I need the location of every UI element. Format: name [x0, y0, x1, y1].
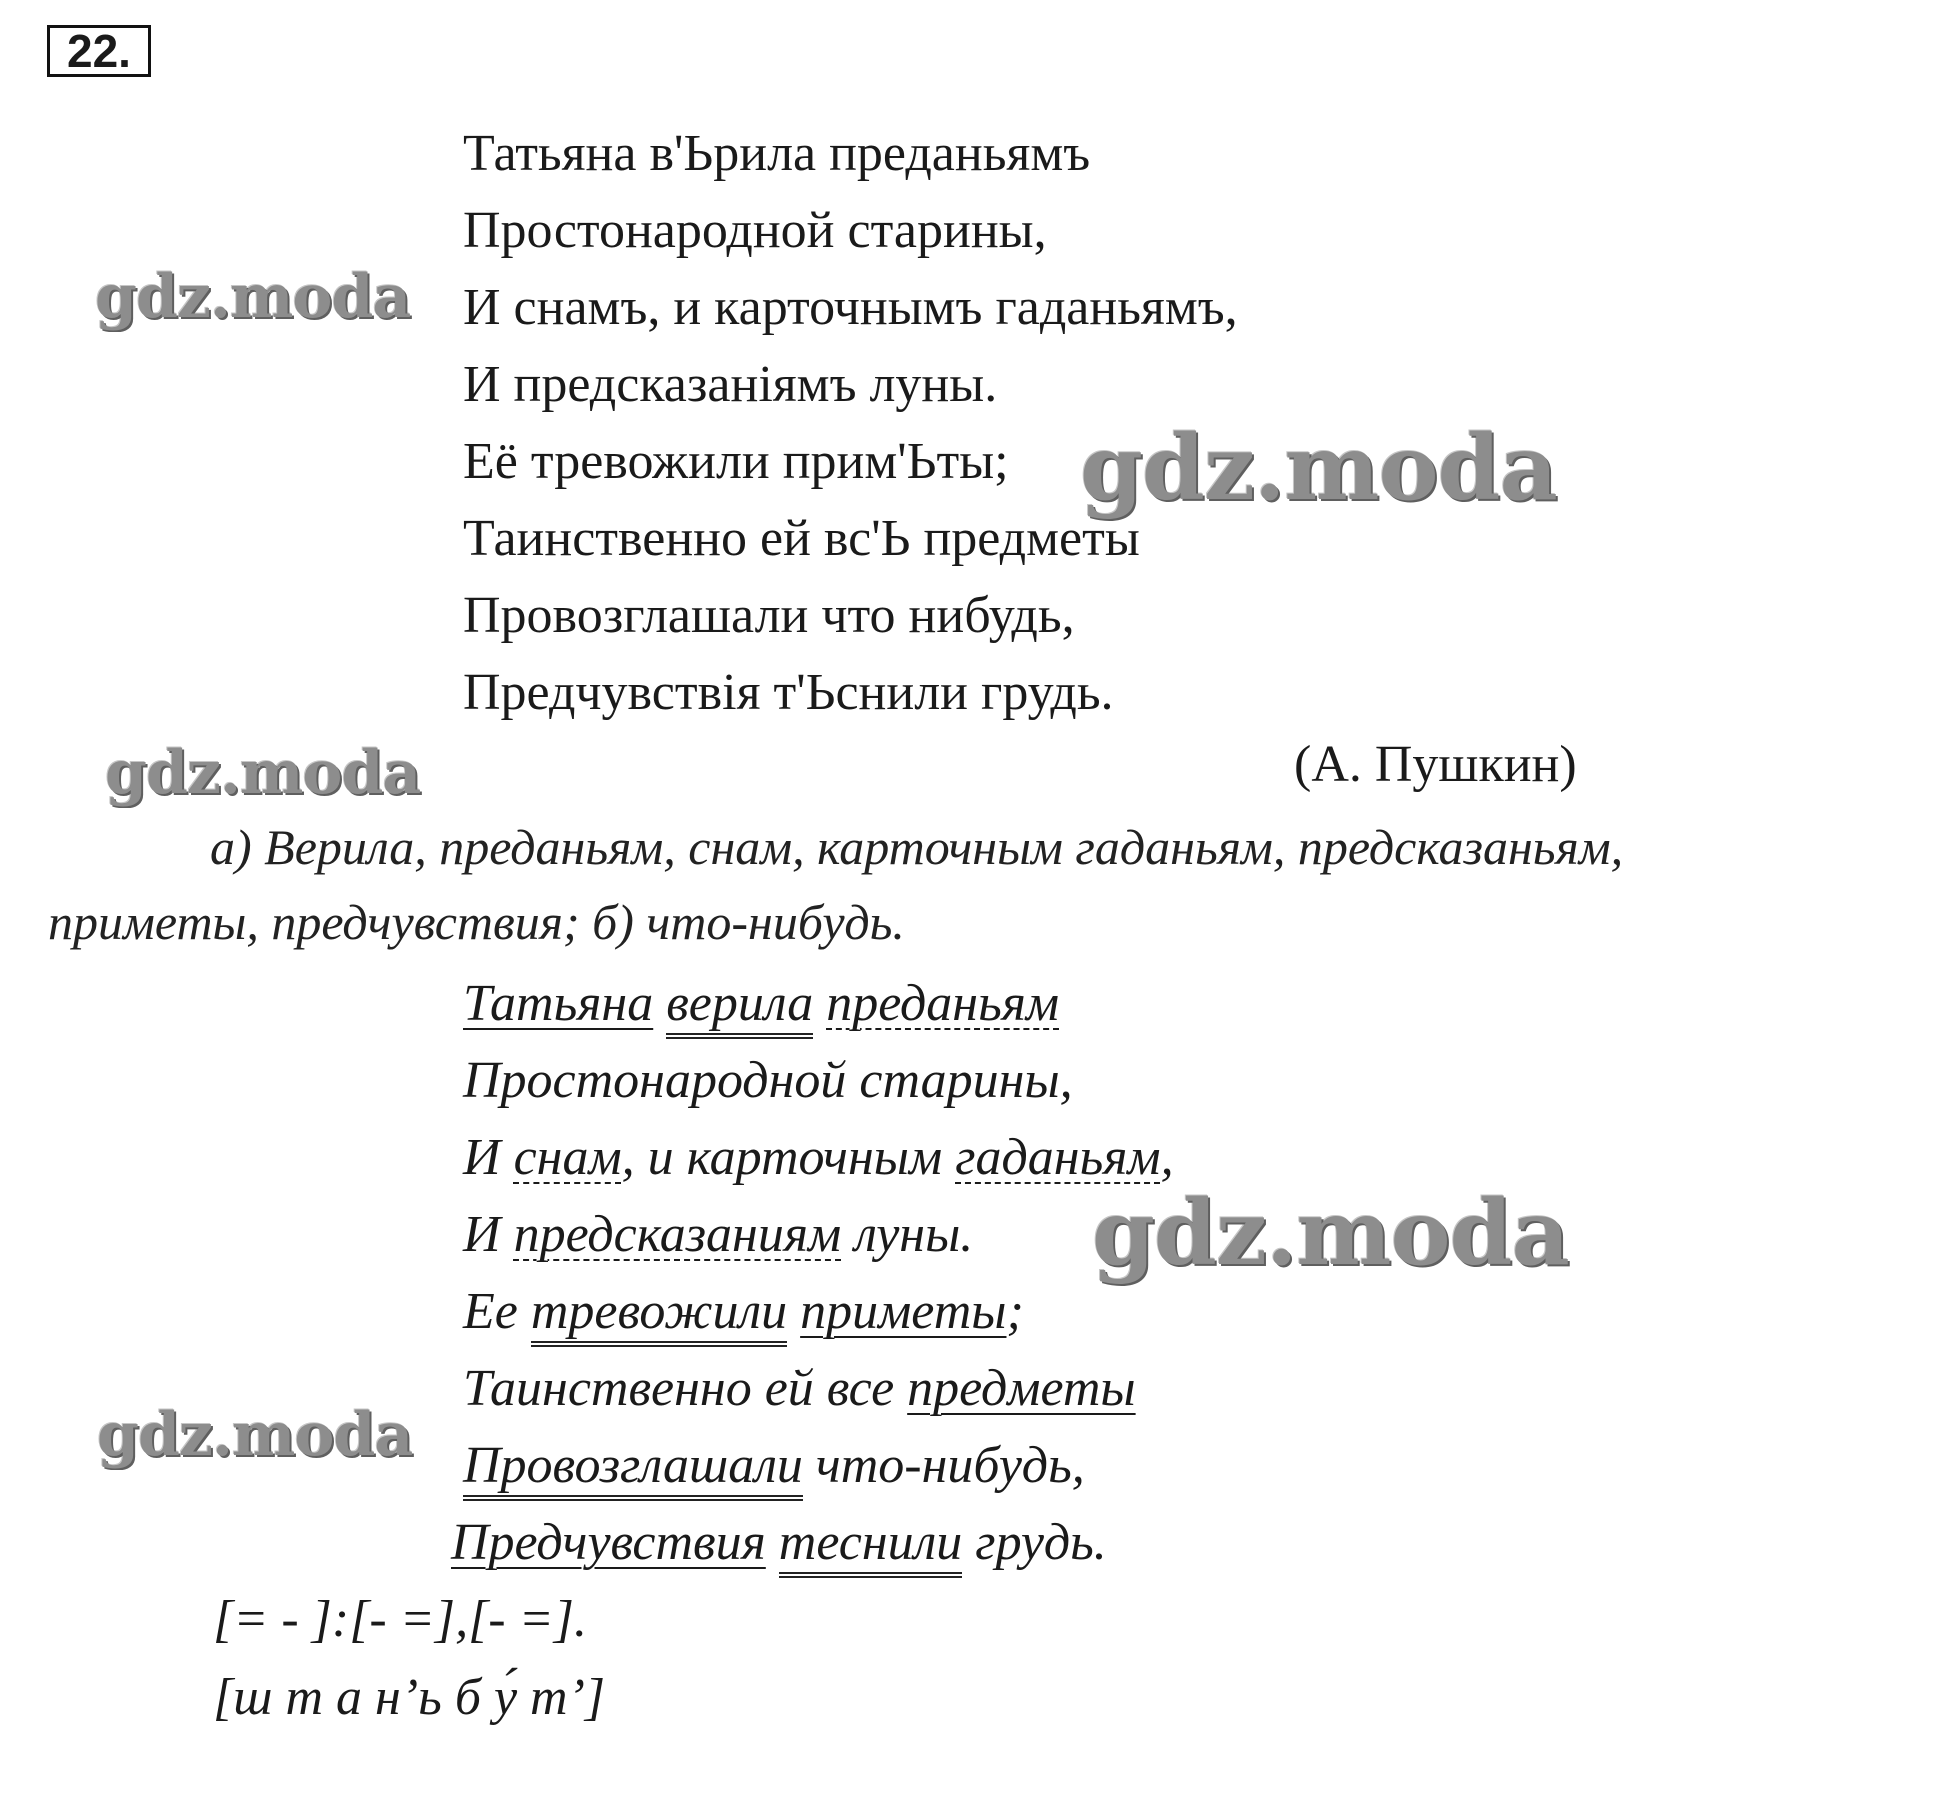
plain-text: Ее	[463, 1283, 531, 1340]
object-word: гаданьям	[955, 1129, 1161, 1186]
parsed-poem	[451, 965, 1174, 1581]
space	[653, 975, 666, 1032]
parsed-line	[463, 1427, 1174, 1504]
plain-text: И	[463, 1206, 514, 1263]
task-number: 22.	[47, 25, 151, 77]
plain-text: ;	[1006, 1283, 1024, 1340]
parsed-line	[463, 1119, 1174, 1196]
poem-line: Провозглашали что нибудь,	[463, 587, 1075, 644]
poem-line: Предчувствія т'Ьснили грудь.	[463, 664, 1114, 721]
watermark-logo: gdz.moda	[97, 1400, 413, 1470]
predicate-word: Провозглашали	[463, 1437, 803, 1501]
parsed-line: Простонародной старины,	[463, 1052, 1073, 1109]
subject-word: Предчувствия	[451, 1514, 766, 1571]
poem-line: Простонародной старины,	[463, 202, 1047, 259]
plain-text: что-нибудь,	[802, 1437, 1085, 1494]
watermark-logo: gdz.moda	[1092, 1180, 1569, 1286]
parsed-line	[463, 965, 1174, 1042]
plain-text: И	[463, 1129, 514, 1186]
space	[766, 1514, 779, 1571]
poem-line: Таинственно ей вс'Ь предметы	[463, 510, 1140, 567]
plain-text: , и карточным	[621, 1129, 956, 1186]
predicate-word: тревожили	[531, 1283, 787, 1347]
poem-line: Её тревожили прим'Ьты;	[463, 433, 1009, 490]
poem-line: И предсказаніямъ луны.	[463, 356, 998, 413]
subject-word: Татьяна	[463, 975, 654, 1032]
object-word: предсказаниям	[513, 1206, 842, 1263]
object-word: снам	[513, 1129, 622, 1186]
watermark-logo: gdz.moda	[105, 738, 421, 808]
answer-line: приметы, предчувствия; б) что-нибудь.	[48, 894, 905, 950]
parsed-line	[463, 1196, 1174, 1273]
space	[813, 975, 826, 1032]
plain-text: Таинственно ей все	[463, 1360, 908, 1417]
sentence-scheme: [= - ]:[- =],[- =].	[213, 1591, 587, 1648]
plain-text: грудь.	[962, 1514, 1107, 1571]
subject-word: приметы	[800, 1283, 1007, 1340]
parsed-line	[451, 1504, 1174, 1581]
watermark-logo: gdz.moda	[95, 262, 411, 332]
poem-line: И снамъ, и карточнымъ гаданьямъ,	[463, 279, 1238, 336]
predicate-word: теснили	[779, 1514, 963, 1578]
plain-text: ,	[1160, 1129, 1174, 1186]
subject-word: предметы	[907, 1360, 1136, 1417]
watermark-logo: gdz.moda	[1080, 415, 1557, 521]
poem-author: (А. Пушкин)	[1294, 736, 1577, 793]
space	[787, 1283, 800, 1340]
parsed-line	[463, 1273, 1174, 1350]
predicate-word: верила	[666, 975, 813, 1039]
plain-text: луны.	[841, 1206, 974, 1263]
answer-line: а) Верила, преданьям, снам, карточным гаданьям, предсказаньям,	[210, 819, 1624, 875]
transcription: [ш т а н’ь б у́ т’]	[213, 1669, 606, 1726]
parsed-line	[463, 1350, 1174, 1427]
object-word: преданьям	[826, 975, 1060, 1032]
poem-line: Татьяна в'Ьрила преданьямъ	[463, 125, 1091, 182]
